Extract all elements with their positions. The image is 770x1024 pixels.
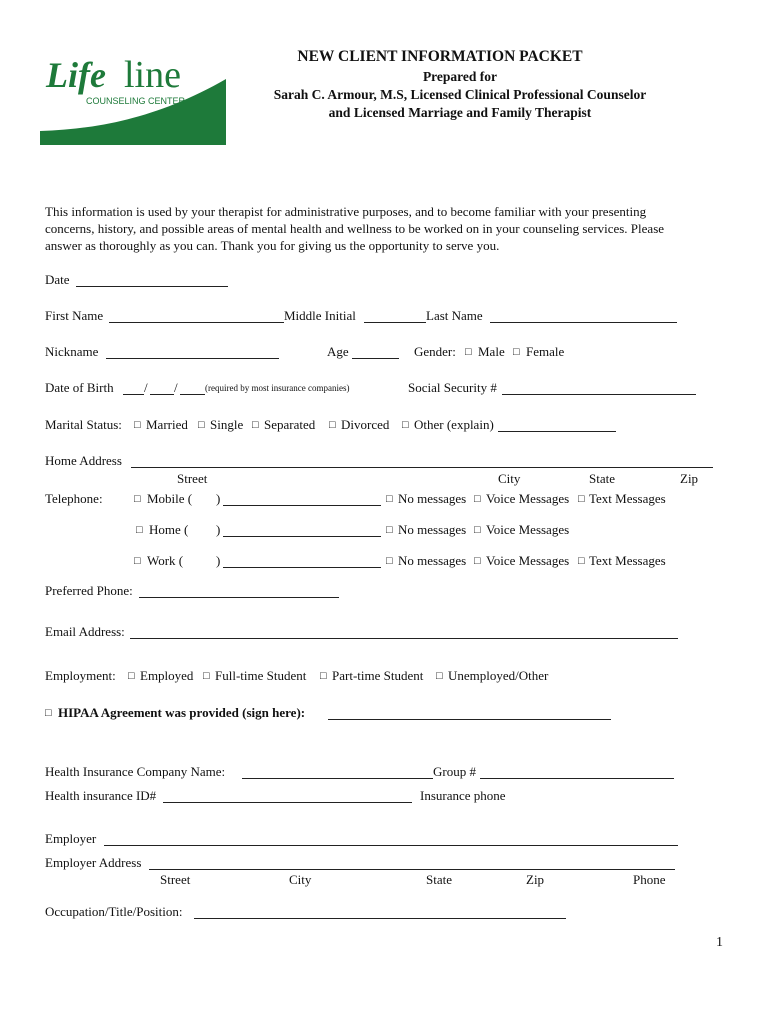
- mobile-paren-close: ): [216, 491, 221, 506]
- employer-field[interactable]: [104, 845, 678, 846]
- employer-address-label: Employer Address: [45, 855, 142, 870]
- single-label: Single: [210, 417, 244, 432]
- work-voice-checkbox[interactable]: □: [474, 555, 481, 567]
- separated-label: Separated: [264, 417, 316, 432]
- other-checkbox[interactable]: □: [402, 419, 409, 431]
- employer-phone-caption: Phone: [633, 872, 666, 887]
- dob-month-field[interactable]: [123, 394, 144, 395]
- employer-street-caption: Street: [160, 872, 191, 887]
- intro-paragraph: This information is used by your therapist for administrative purposes, and to become familiar with your presenting concerns, history, and possible areas of mental health and wellness to be worked on in your counseling services. Please answer as thoroughly as you can. Thank you for giving us the opportunity to serve you.: [45, 204, 665, 253]
- mobile-phone-field[interactable]: [223, 505, 381, 506]
- home-voice-checkbox[interactable]: □: [474, 524, 481, 536]
- home-state-caption: State: [589, 471, 615, 486]
- unemployed-checkbox[interactable]: □: [436, 670, 443, 682]
- work-paren-close: ): [216, 553, 221, 568]
- married-label: Married: [146, 417, 188, 432]
- work-phone-label: Work (: [147, 553, 184, 568]
- insurance-company-label: Health Insurance Company Name:: [45, 764, 226, 779]
- ssn-label: Social Security #: [408, 380, 497, 395]
- group-label: Group #: [433, 764, 476, 779]
- mobile-text-label: Text Messages: [589, 491, 666, 506]
- dob-label: Date of Birth: [45, 380, 114, 395]
- parttime-checkbox[interactable]: □: [320, 670, 327, 682]
- marital-label: Marital Status:: [45, 417, 122, 432]
- mobile-label: Mobile (: [147, 491, 193, 506]
- male-label: Male: [478, 344, 505, 359]
- female-label: Female: [526, 344, 565, 359]
- divorced-label: Divorced: [341, 417, 390, 432]
- first-name-label: First Name: [45, 308, 104, 323]
- mobile-voice-checkbox[interactable]: □: [474, 493, 481, 505]
- other-explain-field[interactable]: [498, 431, 616, 432]
- age-field[interactable]: [352, 358, 399, 359]
- mobile-checkbox[interactable]: □: [134, 493, 141, 505]
- telephone-label: Telephone:: [45, 491, 103, 506]
- home-phone-label: Home (: [149, 522, 189, 537]
- work-no-messages-checkbox[interactable]: □: [386, 555, 393, 567]
- nickname-field[interactable]: [106, 358, 279, 359]
- last-name-label: Last Name: [426, 308, 483, 323]
- age-label: Age: [327, 344, 349, 359]
- home-voice-label: Voice Messages: [486, 522, 570, 537]
- insurance-company-field[interactable]: [242, 778, 433, 779]
- work-voice-label: Voice Messages: [486, 553, 570, 568]
- home-zip-caption: Zip: [680, 471, 699, 486]
- employer-zip-caption: Zip: [526, 872, 545, 887]
- occupation-label: Occupation/Title/Position:: [45, 904, 183, 919]
- employer-label: Employer: [45, 831, 97, 846]
- employer-state-caption: State: [426, 872, 452, 887]
- middle-initial-field[interactable]: [364, 322, 426, 323]
- mobile-no-messages-label: No messages: [398, 491, 467, 506]
- insurance-id-label: Health insurance ID#: [45, 788, 157, 803]
- first-name-field[interactable]: [109, 322, 284, 323]
- form-title: NEW CLIENT INFORMATION PACKET: [297, 48, 583, 65]
- fulltime-checkbox[interactable]: □: [203, 670, 210, 682]
- mobile-text-checkbox[interactable]: □: [578, 493, 585, 505]
- dob-year-field[interactable]: [180, 394, 205, 395]
- page-number: 1: [716, 935, 723, 950]
- dob-day-field[interactable]: [150, 394, 174, 395]
- home-street-caption: Street: [177, 471, 208, 486]
- home-city-caption: City: [498, 471, 521, 486]
- home-paren-close: ): [216, 522, 221, 537]
- preferred-phone-field[interactable]: [139, 597, 339, 598]
- unemployed-label: Unemployed/Other: [448, 668, 549, 683]
- dob-slash-1: /: [144, 380, 148, 395]
- home-phone-checkbox[interactable]: □: [136, 524, 143, 536]
- male-checkbox[interactable]: □: [465, 346, 472, 358]
- logo-word-life: Life: [46, 55, 106, 95]
- other-label: Other (explain): [414, 417, 494, 432]
- employer-address-field[interactable]: [149, 869, 675, 870]
- work-phone-field[interactable]: [223, 567, 381, 568]
- mobile-no-messages-checkbox[interactable]: □: [386, 493, 393, 505]
- dob-slash-2: /: [174, 380, 178, 395]
- single-checkbox[interactable]: □: [198, 419, 205, 431]
- logo-word-line: line: [124, 54, 181, 96]
- logo-tagline: COUNSELING CENTER: [86, 96, 186, 106]
- employment-label: Employment:: [45, 668, 116, 683]
- middle-initial-label: Middle Initial: [284, 308, 356, 323]
- therapist-line-1: Sarah C. Armour, M.S, Licensed Clinical Professional Counselor: [273, 87, 647, 102]
- ssn-field[interactable]: [502, 394, 696, 395]
- divorced-checkbox[interactable]: □: [329, 419, 336, 431]
- nickname-label: Nickname: [45, 344, 99, 359]
- work-no-messages-label: No messages: [398, 553, 467, 568]
- fulltime-label: Full-time Student: [215, 668, 307, 683]
- separated-checkbox[interactable]: □: [252, 419, 259, 431]
- parttime-label: Part-time Student: [332, 668, 424, 683]
- occupation-field[interactable]: [194, 918, 566, 919]
- prepared-for: Prepared for: [422, 69, 498, 84]
- employer-city-caption: City: [289, 872, 312, 887]
- mobile-voice-label: Voice Messages: [486, 491, 570, 506]
- home-address-label: Home Address: [45, 453, 122, 468]
- employed-label: Employed: [140, 668, 194, 683]
- email-field[interactable]: [130, 638, 678, 639]
- insurance-phone-label: Insurance phone: [420, 788, 506, 803]
- insurance-id-field[interactable]: [163, 802, 412, 803]
- married-checkbox[interactable]: □: [134, 419, 141, 431]
- dob-note: (required by most insurance companies): [205, 383, 350, 393]
- employed-checkbox[interactable]: □: [128, 670, 135, 682]
- lifeline-logo: [40, 53, 226, 145]
- therapist-line-2: and Licensed Marriage and Family Therapist: [328, 105, 592, 120]
- gender-label: Gender:: [414, 344, 456, 359]
- hipaa-label: HIPAA Agreement was provided (sign here):: [58, 705, 306, 720]
- female-checkbox[interactable]: □: [513, 346, 520, 358]
- work-text-label: Text Messages: [589, 553, 666, 568]
- hipaa-signature-field[interactable]: [328, 719, 611, 720]
- home-phone-field[interactable]: [223, 536, 381, 537]
- home-address-field[interactable]: [131, 467, 713, 468]
- last-name-field[interactable]: [490, 322, 677, 323]
- date-label: Date: [45, 272, 70, 287]
- preferred-phone-label: Preferred Phone:: [45, 583, 133, 598]
- group-field[interactable]: [480, 778, 674, 779]
- home-no-messages-checkbox[interactable]: □: [386, 524, 393, 536]
- email-label: Email Address:: [45, 624, 125, 639]
- work-phone-checkbox[interactable]: □: [134, 555, 141, 567]
- date-field[interactable]: [76, 286, 228, 287]
- home-no-messages-label: No messages: [398, 522, 467, 537]
- work-text-checkbox[interactable]: □: [578, 555, 585, 567]
- hipaa-checkbox[interactable]: □: [45, 707, 52, 719]
